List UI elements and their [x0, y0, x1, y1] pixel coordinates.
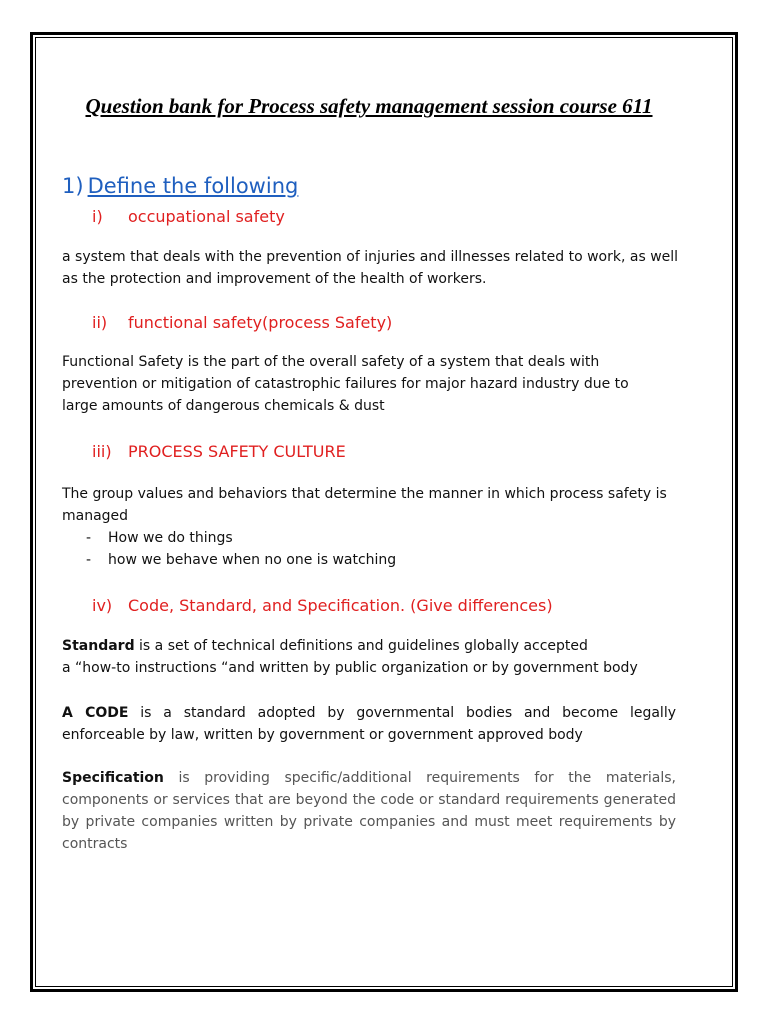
specification-definition: Specification is providing specific/additional requirements for the materials, components or services that are beyond the code or standard requirements generated by private companies written by private companies and must meet requirements by contracts — [62, 770, 676, 852]
standard-definition-line2: a “how-to instructions “and written by public organization or by government body — [62, 660, 638, 676]
standard-definition: Standard is a set of technical definitions and guidelines globally accepted a “how-to instructions “and written by public organization or by government body — [62, 635, 676, 679]
document-title: Question bank for Process safety management session course 611 — [85, 94, 653, 118]
item-heading-process-safety-culture: iii) PROCESS SAFETY CULTURE — [92, 442, 346, 461]
document-page — [62, 90, 679, 852]
section-label: Define the following — [87, 174, 299, 198]
list-item: - How we do things — [86, 530, 233, 546]
item-heading-functional-safety: ii) functional safety(process Safety) — [92, 313, 393, 332]
functional-safety-definition: Functional Safety is the part of the overall safety of a system that deals with prevention or mitigation of catastrophic failures for major hazard industry due to large amounts of dangerous chemicals & dust — [62, 354, 629, 414]
occupational-safety-definition: a system that deals with the prevention of injuries and illnesses related to work, as well as the protection and improvement of the health of workers. — [62, 249, 679, 287]
process-safety-culture-definition: The group values and behaviors that determine the manner in which process safety is managed — [62, 486, 667, 524]
code-term: A CODE — [62, 705, 129, 721]
standard-term: Standard — [62, 638, 135, 654]
section-number: 1) — [62, 174, 84, 198]
list-item: - how we behave when no one is watching — [86, 552, 397, 568]
section-heading — [62, 172, 298, 200]
code-definition: A CODE is a standard adopted by governmental bodies and become legally enforceable by law, written by government or government approved body — [62, 705, 676, 743]
specification-term: Specification — [62, 770, 164, 786]
item-heading-code-standard-specification: iv) Code, Standard, and Specification. (Give differences) — [92, 596, 553, 615]
item-heading-occupational-safety: i) occupational safety — [92, 207, 285, 226]
culture-bullet-list — [62, 527, 396, 571]
